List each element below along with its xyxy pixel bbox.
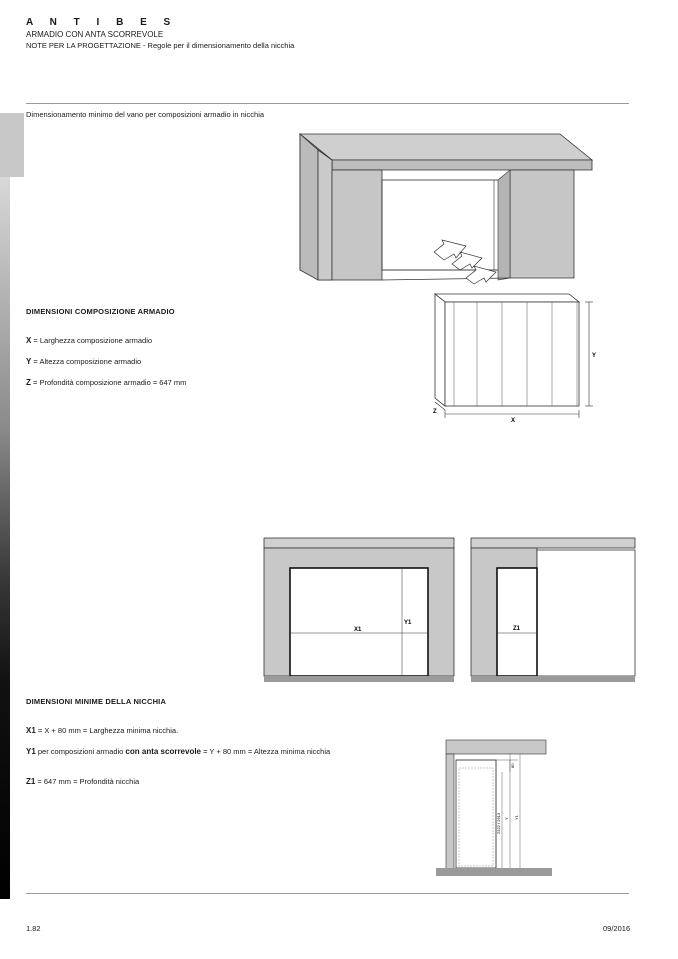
- dimension-y-text: = Altezza composizione armadio: [31, 357, 142, 366]
- page-subtitle: NOTE PER LA PROGETTAZIONE - Regole per il dimensionamento della nicchia: [26, 41, 295, 50]
- label-z: Z: [433, 409, 437, 415]
- niche-side-view-diagram: [469, 536, 637, 688]
- label-z1: Z1: [513, 626, 521, 632]
- dimension-z-key: Z: [26, 378, 31, 387]
- top-divider: [26, 103, 629, 104]
- label-y1-detail: Y1: [514, 815, 519, 820]
- dimension-x-text: = Larghezza composizione armadio: [31, 336, 153, 345]
- wardrobe-dimension-diagram: [425, 290, 605, 430]
- sidebar-gradient-bar: [0, 177, 10, 899]
- dimension-x1-key: X1: [26, 726, 36, 735]
- niche-front-view-diagram: [262, 536, 456, 688]
- dimension-x-line: [26, 336, 152, 345]
- dimension-z-line: [26, 378, 186, 387]
- section-title-composition: DIMENSIONI COMPOSIZIONE ARMADIO: [26, 307, 175, 316]
- page-number: 1.82: [26, 924, 41, 933]
- section-title-niche: DIMENSIONI MINIME DELLA NICCHIA: [26, 697, 167, 706]
- dimension-y1-post: = Y + 80 mm = Altezza minima nicchia: [201, 747, 331, 756]
- bottom-divider: [26, 893, 629, 894]
- dimension-y-line: [26, 357, 141, 366]
- niche-perspective-illustration: [298, 130, 594, 290]
- label-x: X: [511, 418, 516, 424]
- dimension-y1-line: [26, 747, 351, 757]
- dimension-y1-key: Y1: [26, 747, 36, 756]
- label-y1: Y1: [404, 620, 412, 626]
- label-y-detail: Y: [504, 817, 509, 820]
- dimension-z-text: = Profondità composizione armadio = 647 mm: [30, 378, 187, 387]
- dimension-z1-key: Z1: [26, 777, 36, 786]
- publication-date: 09/2016: [603, 924, 631, 933]
- label-gap: 80: [510, 763, 515, 768]
- label-y: Y: [592, 353, 597, 359]
- intro-text: Dimensionamento minimo del vano per composizioni armadio in nicchia: [26, 110, 265, 119]
- dimension-x-key: X: [26, 336, 32, 345]
- dimension-z1-text: = 647 mm = Profondità nicchia: [35, 777, 140, 786]
- brand-title: A N T I B E S: [26, 17, 178, 28]
- dimension-y1-pre: per composizioni armadio: [35, 747, 126, 756]
- dimension-x1-line: [26, 726, 178, 735]
- label-x1: X1: [354, 627, 362, 633]
- label-height: 2322 / 2613: [496, 812, 501, 834]
- dimension-y-key: Y: [26, 357, 32, 366]
- sidebar-tab: [0, 113, 24, 177]
- dimension-x1-text: = X + 80 mm = Larghezza minima nicchia.: [35, 726, 179, 735]
- dimension-y1-bold: con anta scorrevole: [125, 747, 202, 756]
- dimension-z1-line: [26, 777, 139, 786]
- product-name: ARMADIO CON ANTA SCORREVOLE: [26, 30, 164, 39]
- niche-section-detail-diagram: [434, 738, 554, 882]
